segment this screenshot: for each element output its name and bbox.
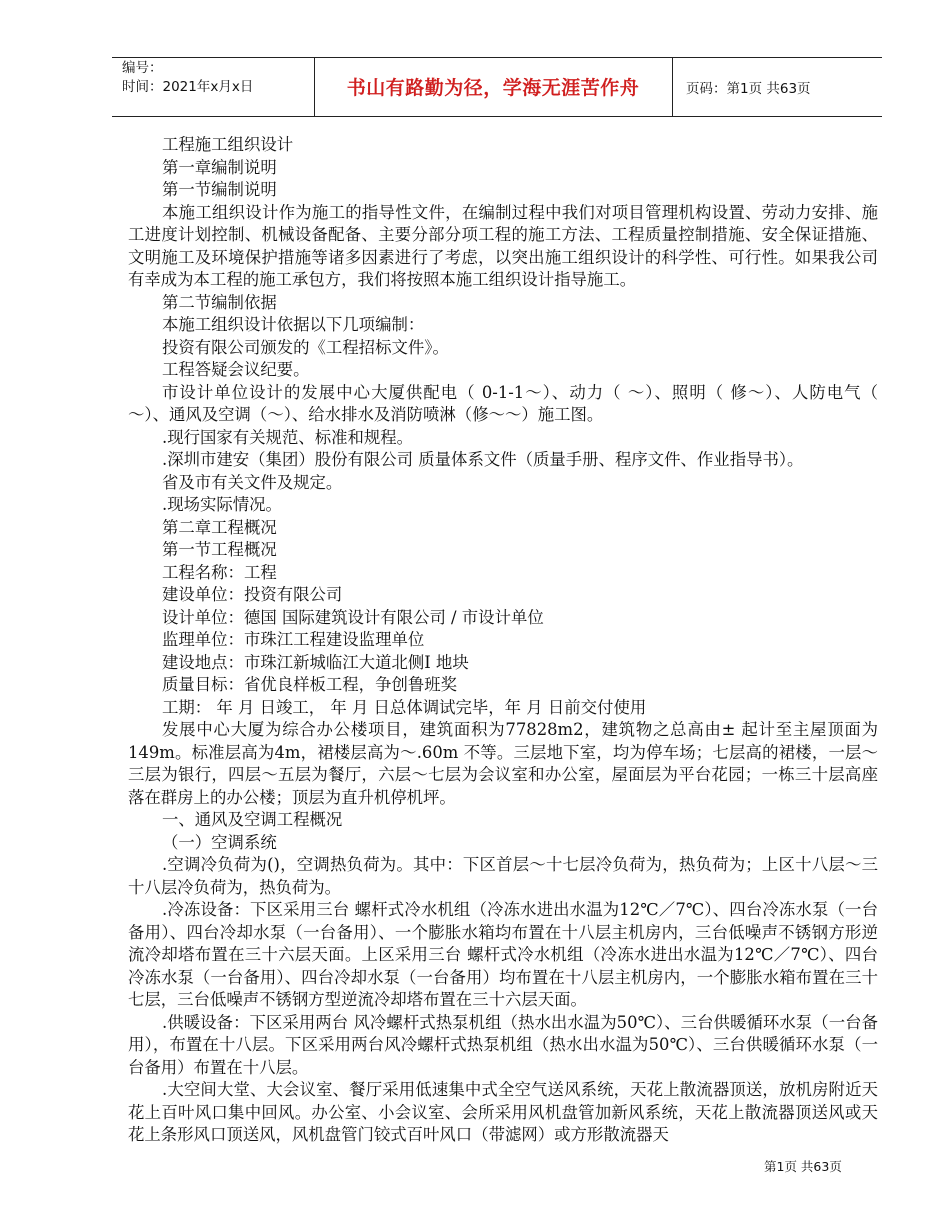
body-paragraph: .大空间大堂、大会议室、餐厅采用低速集中式全空气送风系统，天花上散流器顶送，放机房附近天花上百叶风口集中回风。办公室、小会议室、会所采用风机盘管加新风系统，天花上散流器顶送风或天花上条形风口顶送风，风机盘管门铰式百叶风口（带滤网）或方形散流器天 bbox=[128, 1080, 878, 1144]
document-time-label: 时间：2021年x月x日 bbox=[122, 79, 254, 95]
header-divider bbox=[672, 57, 673, 117]
document-body bbox=[128, 134, 878, 1147]
section-heading: 第一节工程概况 bbox=[162, 540, 277, 559]
project-info-line: 监理单位：市珠江工程建设监理单位 bbox=[162, 630, 425, 649]
list-item: 省及市有关文件及规定。 bbox=[162, 472, 343, 492]
list-item: .深圳市建安（集团）股份有限公司 质量体系文件（质量手册、程序文件、作业指导书）。 bbox=[162, 450, 804, 469]
subsection-heading: （一）空调系统 bbox=[162, 832, 277, 852]
list-item: 工程答疑会议纪要。 bbox=[162, 360, 310, 379]
project-info-line: 建设地点：市珠江新城临江大道北侧Ⅰ 地块 bbox=[162, 652, 469, 672]
body-paragraph: .空调冷负荷为()，空调热负荷为。其中：下区首层～十七层冷负荷为，热负荷为；上区十八层～三十八层冷负荷为，热负荷为。 bbox=[128, 855, 878, 897]
project-info-line: 质量目标：省优良样板工程，争创鲁班奖 bbox=[162, 675, 458, 694]
project-info-line: 工期： 年 月 日竣工， 年 月 日总体调试完毕，年 月 日前交付使用 bbox=[162, 697, 647, 717]
header-motto: 书山有路勤为径，学海无涯苦作舟 bbox=[346, 77, 640, 99]
project-info-line: 工程名称：工程 bbox=[162, 562, 277, 582]
document-number-label: 编号： bbox=[122, 60, 163, 76]
subsection-heading: 一、通风及空调工程概况 bbox=[162, 810, 343, 829]
body-paragraph: .冷冻设备：下区采用三台 螺杆式冷水机组（冷冻水进出水温为12℃／7℃）、四台冷冻水泵（一台备用）、四台冷却水泵（一台备用）、一个膨胀水箱均布置在十八层主机房内，三台低噪声不锈钢方形逆流冷却塔布置在三十六层天面。上区采用三台 螺杆式冷水机组（冷冻水进出水温为12℃／7℃）、四台冷冻水泵（一台备用）、四台冷却水泵（一台备用）均布置在十八层主机房内，一个膨胀水箱布置在三十七层，三台低噪声不锈钢方型逆流冷却塔布置在三十六层天面。 bbox=[128, 900, 878, 1009]
header-page-number: 页码：第1页 共63页 bbox=[686, 81, 811, 97]
page-footer-number: 第1页 共63页 bbox=[764, 1159, 842, 1174]
doc-title: 工程施工组织设计 bbox=[162, 135, 294, 154]
project-info-line: 建设单位：投资有限公司 bbox=[162, 585, 343, 604]
body-paragraph: 发展中心大厦为综合办公楼项目，建筑面积为77828m2，建筑物之总高由± 起计至主屋顶面为149m。标准层高为4m，裙楼层高为～.60m 不等。三层地下室，均为停车场；七层高的裙楼，一层～三层为银行，四层～五层为餐厅，六层～七层为会议室和办公室，屋面层为平台花园；一栋三十层高座落在群房上的办公楼；顶层为直升机停机坪。 bbox=[128, 720, 878, 807]
list-item: .现行国家有关规范、标准和规程。 bbox=[162, 427, 414, 447]
list-item: 投资有限公司颁发的《工程招标文件》。 bbox=[162, 337, 449, 357]
chapter-heading: 第二章工程概况 bbox=[162, 517, 277, 537]
body-paragraph: .供暖设备：下区采用两台 风冷螺杆式热泵机组（热水出水温为50℃）、三台供暖循环水泵（一台备用），布置在十八层。下区采用两台风冷螺杆式热泵机组（热水出水温为50℃）、三台供暖循环水泵（一台备用）布置在十八层。 bbox=[128, 1012, 878, 1077]
list-item: .现场实际情况。 bbox=[162, 495, 282, 514]
header-bottom-rule bbox=[112, 116, 882, 117]
body-paragraph: 本施工组织设计作为施工的指导性文件，在编制过程中我们对项目管理机构设置、劳动力安排、施工进度计划控制、机械设备配备、主要分部分项工程的施工方法、工程质量控制措施、安全保证措施、文明施工及环境保护措施等诸多因素进行了考虑，以突出施工组织设计的科学性、可行性。如果我公司有幸成为本工程的施工承包方，我们将按照本施工组织设计指导施工。 bbox=[128, 202, 878, 289]
body-paragraph: 本施工组织设计依据以下几项编制： bbox=[162, 315, 425, 334]
header-meta bbox=[122, 59, 253, 97]
list-item: 市设计单位设计的发展中心大厦供配电（ 0-1-1～）、动力（ ～）、照明（ 修～）、人防电气（ ～）、通风及空调（～）、给水排水及消防喷淋（修～～）施工图。 bbox=[128, 382, 878, 424]
section-heading: 第一节编制说明 bbox=[162, 180, 277, 199]
chapter-heading: 第一章编制说明 bbox=[162, 157, 277, 177]
header-top-rule bbox=[112, 57, 882, 58]
project-info-line: 设计单位：德国 国际建筑设计有限公司 / 市设计单位 bbox=[162, 607, 544, 627]
page-header bbox=[112, 57, 882, 117]
section-heading: 第二节编制依据 bbox=[162, 292, 277, 312]
